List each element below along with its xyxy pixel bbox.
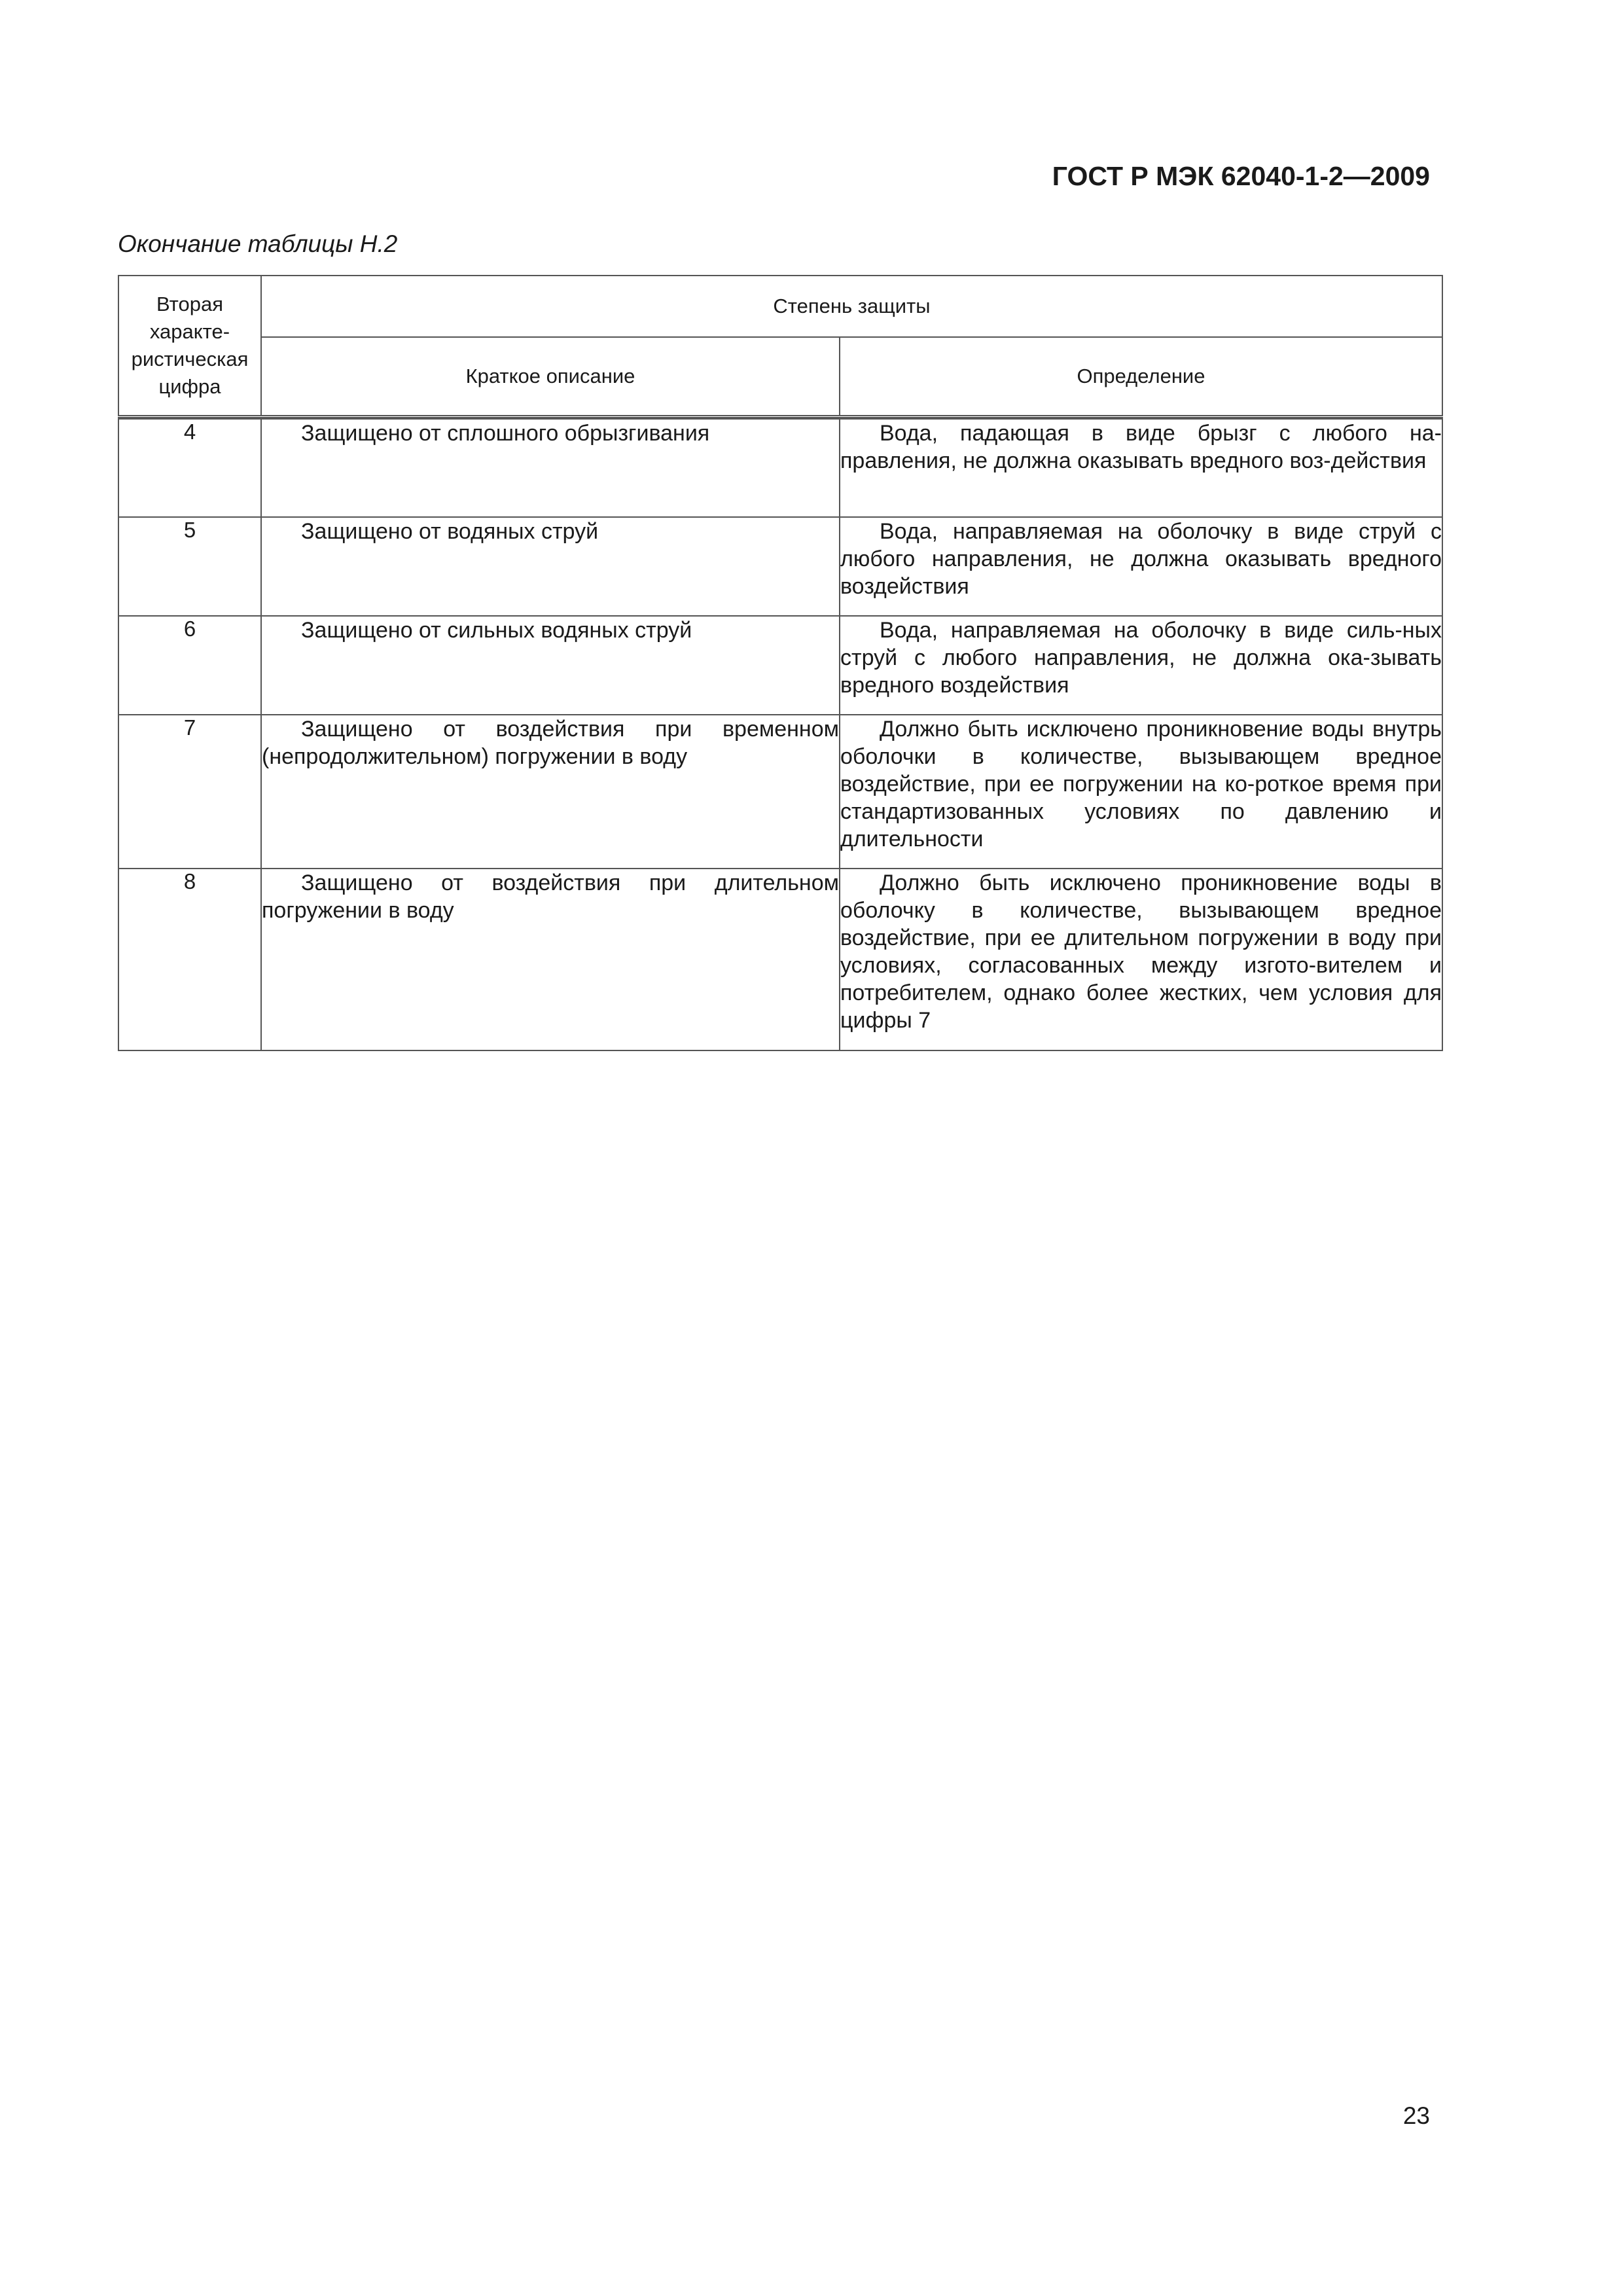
header-second-digit: Вторая характе-ристическая цифра xyxy=(118,276,261,417)
row-short-description: Защищено от сплошного обрызгивания xyxy=(261,419,840,517)
row-definition: Должно быть исключено проникновение воды в оболочку в количестве, вызывающем вредное воздействие, при ее длительном погружении в воду при условиях, согласованных между изгото-вителем и потребителем, однако более жестких, чем условия для цифры 7 xyxy=(840,869,1442,1050)
row-digit: 8 xyxy=(118,869,261,1050)
row-digit: 7 xyxy=(118,715,261,869)
row-definition: Вода, направляемая на оболочку в виде силь-ных струй с любого направления, не должна ока-зывать вредного воздействия xyxy=(840,616,1442,715)
table-caption: Окончание таблицы Н.2 xyxy=(118,230,398,257)
table-row xyxy=(118,715,1442,869)
header-protection-degree: Степень защиты xyxy=(261,276,1442,337)
header-short-description: Краткое описание xyxy=(261,337,840,417)
row-digit: 5 xyxy=(118,517,261,616)
row-short-description: Защищено от водяных струй xyxy=(261,517,840,616)
table-row xyxy=(118,616,1442,715)
row-short-description: Защищено от воздействия при длительном погружении в воду xyxy=(261,869,840,1050)
table-row xyxy=(118,869,1442,1050)
row-short-description: Защищено от воздействия при временном (непродолжительном) погружении в воду xyxy=(261,715,840,869)
row-definition: Вода, направляемая на оболочку в виде струй с любого направления, не должна оказывать вредного воздействия xyxy=(840,517,1442,616)
row-digit: 4 xyxy=(118,419,261,517)
document-number: ГОСТ Р МЭК 62040-1-2—2009 xyxy=(1052,161,1430,191)
table-row xyxy=(118,419,1442,517)
header-definition: Определение xyxy=(840,337,1442,417)
protection-degree-table xyxy=(118,275,1443,1051)
page-number: 23 xyxy=(1402,2102,1430,2129)
row-short-description: Защищено от сильных водяных струй xyxy=(261,616,840,715)
row-definition: Должно быть исключено проникновение воды внутрь оболочки в количестве, вызывающем вредное воздействие, при ее погружении на ко-роткое время при стандартизованных условиях по давлению и длительности xyxy=(840,715,1442,869)
row-definition: Вода, падающая в виде брызг с любого на-правления, не должна оказывать вредного воз-действия xyxy=(840,419,1442,517)
table-row xyxy=(118,517,1442,616)
row-digit: 6 xyxy=(118,616,261,715)
